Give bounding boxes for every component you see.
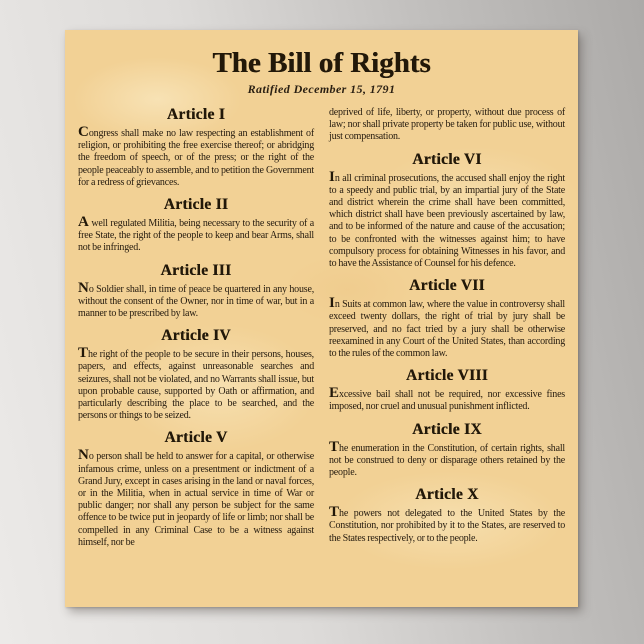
article-1-text: ongress shall make no law respecting an establishment of religion, or prohibiting the free exercise thereof; or abridging the freedom of speech, or of the press; or the right of the people peaceably to assemble, and to petition the Government for a redress of grievances. [78, 128, 314, 188]
article-7-heading: Article VII [409, 277, 485, 295]
article-4-dropcap: T [78, 345, 89, 362]
article-9-dropcap: T [329, 438, 340, 455]
article-9-heading: Article IX [412, 420, 482, 438]
article-1-heading: Article I [166, 106, 226, 123]
article-7-body [329, 295, 565, 360]
column-right [329, 105, 565, 549]
article-10-body [329, 504, 565, 545]
article-9-body [329, 438, 565, 480]
article-2-dropcap: A [78, 214, 89, 231]
article-9 [329, 421, 565, 480]
poster-subtitle: Ratified December 15, 1791 [247, 82, 396, 96]
article-3-heading: Article III [160, 261, 232, 279]
article-5 [78, 429, 314, 549]
article-8-body [329, 385, 565, 413]
article-5-heading: Article V [164, 429, 228, 447]
article-5-text: o person shall be held to answer for a capital, or otherwise infamous crime, unless on a presentment or indictment of a Grand Jury, except in cases arising in the land or naval forces, or in the Militia, when in actual service in time of War or public danger; nor shall any person be subject for the same offence to be twice put in jeopardy of life or limb; nor shall be compelled in any Criminal Case to be a witness against himself, nor be [78, 451, 314, 548]
article-2-heading: Article II [163, 196, 229, 214]
article-3-dropcap: N [78, 279, 89, 296]
article-6-text: n all criminal prosecutions, the accused shall enjoy the right to a speedy and public trial, by an impartial jury of the State and district wherein the crime shall have been committed, which district shall have been previously ascertained by law, and to be informed of the nature and cause of the accusation; to be confronted with the witnesses against him; to have compulsory process for obtaining Witnesses in his favor, and to have the Assistance of Counsel for his defence. [329, 172, 565, 270]
article-1 [78, 106, 314, 189]
article-7-dropcap: I [329, 295, 335, 312]
article-10 [329, 486, 565, 545]
text-columns [78, 105, 565, 549]
poster-title: The Bill of Rights [212, 47, 431, 79]
article-10-heading: Article X [415, 486, 479, 504]
article-9-text: he enumeration in the Constitution, of certain rights, shall not be construed to deny or disparage others retained by the people. [329, 442, 565, 479]
article-1-dropcap: C [78, 124, 89, 140]
article-6-body [329, 168, 565, 271]
article-3 [78, 262, 314, 321]
article-2-body [78, 214, 314, 255]
article-4-body [78, 345, 314, 422]
column-left [78, 105, 314, 549]
article-4 [78, 327, 314, 422]
article-3-text: o Soldier shall, in time of peace be quartered in any house, without the consent of the Owner, nor in time of war, but in a manner to be prescribed by law. [78, 283, 314, 320]
article-4-heading: Article IV [161, 327, 231, 345]
article-2 [78, 196, 314, 255]
article-8-dropcap: E [329, 385, 340, 402]
article-5-dropcap: N [78, 447, 89, 464]
article-5-body [78, 447, 314, 549]
article-2-text: well regulated Militia, being necessary to the security of a free State, the right of the people to keep and bear Arms, shall not be infringed. [78, 218, 314, 254]
article-8-heading: Article VIII [405, 367, 489, 385]
article-5-continuation: deprived of life, liberty, or property, without due process of law; nor shall private property be taken for public use, without just compensation. [329, 107, 565, 143]
article-1-body [78, 124, 314, 189]
bill-of-rights-poster [65, 30, 578, 607]
article-4-text: he right of the people to be secure in their persons, houses, papers, and effects, against unreasonable searches and seizures, shall not be violated, and no Warrants shall issue, but upon probable cause, supported by Oath or affirmation, and particularly describing the place to be searched, and the persons or things to be seized. [78, 349, 314, 422]
article-6-heading: Article VI [412, 150, 482, 168]
article-3-body [78, 279, 314, 321]
article-8 [329, 367, 565, 413]
article-8-text: xcessive bail shall not be required, nor excessive fines imposed, nor cruel and unusual punishment inflicted. [329, 389, 565, 413]
article-10-text: he powers not delegated to the United States by the Constitution, nor prohibited by it to the States, are reserved to the States respectively, or to the people. [329, 508, 565, 544]
article-6-dropcap: I [329, 168, 335, 185]
article-6 [329, 151, 565, 271]
article-10-dropcap: T [329, 504, 340, 521]
article-7 [329, 277, 565, 360]
article-7-text: n Suits at common law, where the value in controversy shall exceed twenty dollars, the right of trial by jury shall be preserved, and no fact tried by a jury shall be otherwise reexamined in any Court of the United States, than according to the rules of the common law. [329, 299, 565, 360]
